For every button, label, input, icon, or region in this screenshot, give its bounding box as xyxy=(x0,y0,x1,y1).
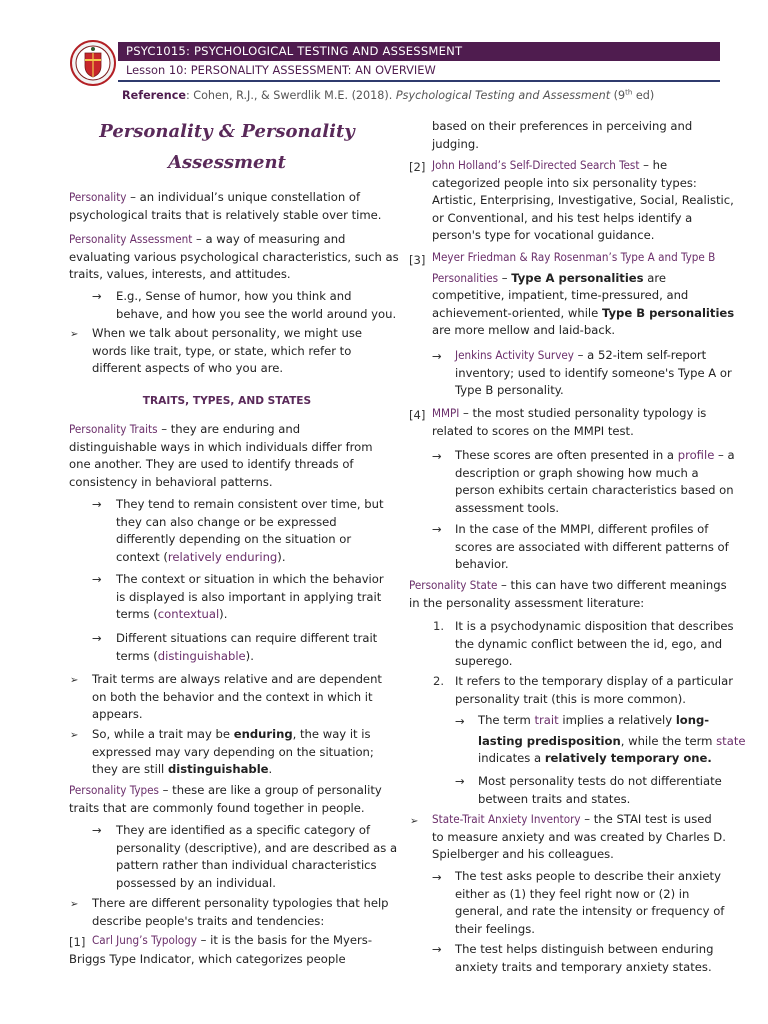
list-item-text: expressed may vary depending on the situation; xyxy=(92,744,374,759)
list-item-text: ). xyxy=(277,549,286,564)
list-item-text: When we talk about personality, we might use xyxy=(92,326,363,340)
list-item-text: categorized people into six personality types: xyxy=(432,175,697,190)
arrow-bullet-icon: → xyxy=(432,349,442,363)
definition-text: evaluating various psychological characteristics, such as xyxy=(69,249,399,264)
definition-text: traits, values, interests, and attitudes. xyxy=(69,267,291,281)
list-item xyxy=(478,773,722,808)
list-item xyxy=(455,447,735,517)
list-item-text: related to scores on the MMPI test. xyxy=(432,423,634,438)
list-item xyxy=(455,868,724,938)
list-item-text: – a 52-item self-report xyxy=(573,348,707,362)
reference-edition-suffix: th xyxy=(625,88,633,97)
list-item xyxy=(116,496,384,566)
list-item xyxy=(116,288,396,323)
definition-text: – these are like a group of personality xyxy=(158,783,382,797)
list-item-text: There are different personality typologies that help xyxy=(92,896,389,910)
term-jenkins-activity-survey: Jenkins Activity Survey xyxy=(455,348,574,362)
list-item-text: These scores are often presented in a xyxy=(455,448,678,462)
definition-text: traits that are commonly found together in people. xyxy=(69,800,365,815)
list-item-text: The context or situation in which the behavior xyxy=(116,572,384,586)
list-item-text: – the most studied personality typology is xyxy=(459,406,707,420)
definition-text: – a way of measuring and xyxy=(192,232,346,246)
reference-authors: : Cohen, R.J., & Swerdlik M.E. (2018). xyxy=(185,89,396,102)
list-item-text: the dynamic conflict between the id, ego, and xyxy=(455,636,723,651)
list-item-text: So, while a trait may be xyxy=(92,727,234,741)
list-item xyxy=(455,347,732,400)
list-item-text: context ( xyxy=(116,549,168,564)
definition-text: consistency in behavioral patterns. xyxy=(69,474,273,489)
definition-text: psychological traits that is relatively stable over time. xyxy=(69,207,382,222)
list-item xyxy=(92,726,374,779)
list-number: [1] xyxy=(69,935,86,949)
list-item-text: scores are associated with different patterns of xyxy=(455,539,729,554)
list-item-text: possessed by an individual. xyxy=(116,875,276,890)
reference-label: Reference xyxy=(122,89,186,102)
personality-types-definition xyxy=(69,782,382,817)
list-item-text: Different situations can require different trait xyxy=(116,631,378,645)
list-item-text: implies a relatively xyxy=(558,713,676,727)
list-item-text: Trait terms are always relative and are dependent xyxy=(92,672,382,686)
emphasis-enduring: enduring xyxy=(233,727,293,741)
document-header xyxy=(0,0,768,112)
list-item xyxy=(432,249,734,340)
arrow-bullet-icon: → xyxy=(92,497,102,511)
list-item-text: The test helps distinguish between enduring xyxy=(455,942,714,956)
list-item-text: words like trait, type, or state, which refer to xyxy=(92,343,352,358)
list-item xyxy=(432,405,706,440)
personality-definition xyxy=(69,189,381,224)
definition-text: distinguishable ways in which individuals differ from xyxy=(69,439,373,454)
arrow-bullet-icon: → xyxy=(432,449,442,463)
course-title-bar: PSYC1015: PSYCHOLOGICAL TESTING AND ASSESSMENT xyxy=(118,42,720,61)
list-item-text: – he xyxy=(639,158,668,172)
arrowhead-bullet-icon: ➢ xyxy=(70,899,79,910)
list-item-text: In the case of the MMPI, different profiles of xyxy=(455,522,709,536)
list-item-text: different aspects of who you are. xyxy=(92,361,284,375)
term-personality-assessment: Personality Assessment xyxy=(69,232,193,246)
list-item xyxy=(455,521,729,574)
list-number: [4] xyxy=(409,408,426,422)
term-type-a-type-b: Meyer Friedman & Ray Rosenman’s Type A and Type B xyxy=(432,250,716,264)
arrowhead-bullet-icon: ➢ xyxy=(70,329,79,340)
list-item-text: – a xyxy=(714,448,735,462)
list-item-text: their feelings. xyxy=(455,921,535,936)
list-item-text: It is a psychodynamic disposition that describes xyxy=(455,619,734,633)
list-item xyxy=(455,618,734,671)
page-title-line-2: Assessment xyxy=(168,152,286,173)
reference-book-title: Psychological Testing and Assessment xyxy=(395,89,611,102)
list-item-text: , while the term xyxy=(620,733,717,748)
personality-state-definition xyxy=(409,577,727,612)
list-item-text: between traits and states. xyxy=(478,791,631,806)
term-carl-jung-typology: Carl Jung’s Typology xyxy=(92,933,197,947)
list-item-text: person exhibits certain characteristics based on xyxy=(455,483,734,497)
list-item-continuation xyxy=(69,951,346,969)
list-item-text: – the STAI test is used xyxy=(580,812,712,826)
list-item-text: either as (1) they feel right now or (2) in xyxy=(455,886,690,901)
list-item-text: achievement-oriented, while xyxy=(432,305,602,320)
reference-tail: ed) xyxy=(632,89,655,102)
list-item-text: The test asks people to describe their anxiety xyxy=(455,869,721,883)
list-item-text: . xyxy=(268,762,273,776)
university-seal-logo xyxy=(70,40,116,86)
list-item-text: Artistic, Enterprising, Investigative, Social, Realistic, xyxy=(432,193,734,207)
arrow-bullet-icon: → xyxy=(432,870,442,884)
list-item xyxy=(478,712,746,768)
list-item-text: are more mellow and laid-back. xyxy=(432,323,616,337)
list-item-text: assessment tools. xyxy=(455,500,560,515)
list-number: [2] xyxy=(409,160,426,174)
list-item xyxy=(92,932,372,950)
list-item-text: behavior. xyxy=(455,557,509,571)
arrow-bullet-icon: → xyxy=(432,522,442,536)
term-stai: State-Trait Anxiety Inventory xyxy=(432,812,581,826)
arrow-bullet-icon: → xyxy=(455,714,465,728)
list-item xyxy=(92,325,362,378)
list-item-text: Type B personality. xyxy=(455,383,564,397)
list-item-text: they are still xyxy=(92,762,168,776)
definition-text: one another. They are used to identify threads of xyxy=(69,457,354,471)
arrow-bullet-icon: → xyxy=(92,572,102,586)
header-divider xyxy=(118,80,720,82)
list-item-text: based on their preferences in perceiving and xyxy=(432,119,693,133)
list-item-text: appears. xyxy=(92,707,143,721)
list-item-text: general, and rate the intensity or frequency of xyxy=(455,904,725,918)
emphasis-type-a: Type A personalities xyxy=(511,270,644,285)
term-personality-types: Personality Types xyxy=(69,783,159,797)
emphasis-relatively-temporary: relatively temporary one. xyxy=(544,751,712,765)
term-mmpi: MMPI xyxy=(432,406,460,420)
term-contextual: contextual xyxy=(157,607,220,621)
list-item-text: ). xyxy=(219,607,228,621)
list-item-text: terms ( xyxy=(116,607,158,621)
emphasis-long-lasting: long- xyxy=(675,713,710,727)
arrowhead-bullet-icon: ➢ xyxy=(70,675,79,686)
arrowhead-bullet-icon: ➢ xyxy=(70,730,79,741)
term-distinguishable: distinguishable xyxy=(157,648,246,663)
arrow-bullet-icon: → xyxy=(455,774,465,788)
list-item xyxy=(92,895,389,930)
list-item xyxy=(92,671,382,724)
reference-edition: (9 xyxy=(610,89,626,102)
list-item xyxy=(116,571,384,624)
term-personality: Personality xyxy=(69,190,127,204)
term-personality-traits: Personality Traits xyxy=(69,422,158,436)
arrow-bullet-icon: → xyxy=(92,631,102,645)
list-item-text: differently depending on the situation or xyxy=(116,532,352,546)
list-number: 2. xyxy=(433,674,445,688)
list-item-text: – xyxy=(498,270,512,285)
list-item-text: competitive, impatient, time-pressured, and xyxy=(432,288,689,302)
list-item xyxy=(116,630,377,665)
term-personality-state: Personality State xyxy=(409,578,498,592)
list-item-text: personality trait (this is more common). xyxy=(455,691,686,706)
list-item-text: to measure anxiety and was created by Charles D. xyxy=(432,829,726,844)
list-item-text: It refers to the temporary display of a particular xyxy=(455,674,733,688)
personality-traits-definition xyxy=(69,421,373,491)
list-item-text: E.g., Sense of humor, how you think and xyxy=(116,289,352,303)
definition-text: – an individual’s unique constellation of xyxy=(126,190,361,204)
list-item-text: judging. xyxy=(432,136,479,151)
term-holland-self-directed-search: John Holland’s Self-Directed Search Test xyxy=(432,158,640,172)
term-trait: trait xyxy=(534,713,559,727)
arrow-bullet-icon: → xyxy=(92,289,102,303)
list-item-text: ). xyxy=(245,648,254,663)
term-type-a-type-b-cont: Personalities xyxy=(432,270,499,285)
list-item-text: is displayed is also important in applying trait xyxy=(116,589,382,604)
list-item-text: personality (descriptive), and are described as a xyxy=(116,840,398,855)
list-item-text: superego. xyxy=(455,654,513,668)
reference-line xyxy=(122,88,654,104)
list-item-text: Briggs Type Indicator, which categorizes people xyxy=(69,952,346,966)
list-item-text: The term xyxy=(478,713,535,727)
list-item xyxy=(116,822,397,892)
list-item-text: , the way it is xyxy=(292,727,371,741)
definition-text: in the personality assessment literature: xyxy=(409,595,645,610)
emphasis-type-b: Type B personalities xyxy=(601,305,735,320)
list-item-text: person's type for vocational guidance. xyxy=(432,228,655,242)
list-item-continuation xyxy=(432,118,692,153)
personality-assessment-definition xyxy=(69,231,399,284)
term-profile: profile xyxy=(677,448,715,462)
list-item-text: Most personality tests do not differentiate xyxy=(478,774,722,788)
list-item xyxy=(432,157,734,245)
list-item-text: inventory; used to identify someone's Type A or xyxy=(455,365,732,380)
list-item-text: indicates a xyxy=(478,751,545,765)
list-item-text: pattern rather than individual characteristics xyxy=(116,858,377,872)
list-item-text: they can also change or be expressed xyxy=(116,514,337,529)
list-item-text: They tend to remain consistent over time, but xyxy=(116,497,384,511)
list-item-text: or Conventional, and his test helps identify a xyxy=(432,210,693,225)
list-item-text: Spielberger and his colleagues. xyxy=(432,847,614,861)
emphasis-distinguishable: distinguishable xyxy=(167,762,269,776)
list-item-text: They are identified as a specific category of xyxy=(116,823,371,837)
list-item xyxy=(432,811,726,864)
arrow-bullet-icon: → xyxy=(92,823,102,837)
page-title-line-1: Personality & Personality xyxy=(99,121,355,142)
list-item-text: are xyxy=(643,270,667,285)
definition-text: – they are enduring and xyxy=(157,422,301,436)
list-item-text: – it is the basis for the Myers- xyxy=(196,933,373,947)
list-number: 1. xyxy=(433,619,445,633)
list-item xyxy=(455,673,733,708)
list-item-text: terms ( xyxy=(116,648,158,663)
emphasis-lasting-predisposition: lasting predisposition xyxy=(478,733,621,748)
list-item-text: behave, and how you see the world around you. xyxy=(116,306,397,321)
arrowhead-bullet-icon: ➢ xyxy=(410,816,419,827)
section-heading: TRAITS, TYPES, AND STATES xyxy=(142,395,312,407)
term-state: state xyxy=(716,733,746,748)
list-item-text: describe people's traits and tendencies: xyxy=(92,913,325,928)
list-number: [3] xyxy=(409,253,426,267)
term-relatively-enduring: relatively enduring xyxy=(167,549,278,564)
list-item-text: on both the behavior and the context in which it xyxy=(92,689,373,704)
arrow-bullet-icon: → xyxy=(432,942,442,956)
list-item-text: anxiety traits and temporary anxiety states. xyxy=(455,959,712,974)
definition-text: – this can have two different meanings xyxy=(497,578,727,592)
list-item-text: description or graph showing how much a xyxy=(455,465,699,480)
list-item xyxy=(455,941,713,976)
page-title xyxy=(69,116,385,178)
lesson-title: Lesson 10: PERSONALITY ASSESSMENT: AN OVERVIEW xyxy=(126,63,436,77)
